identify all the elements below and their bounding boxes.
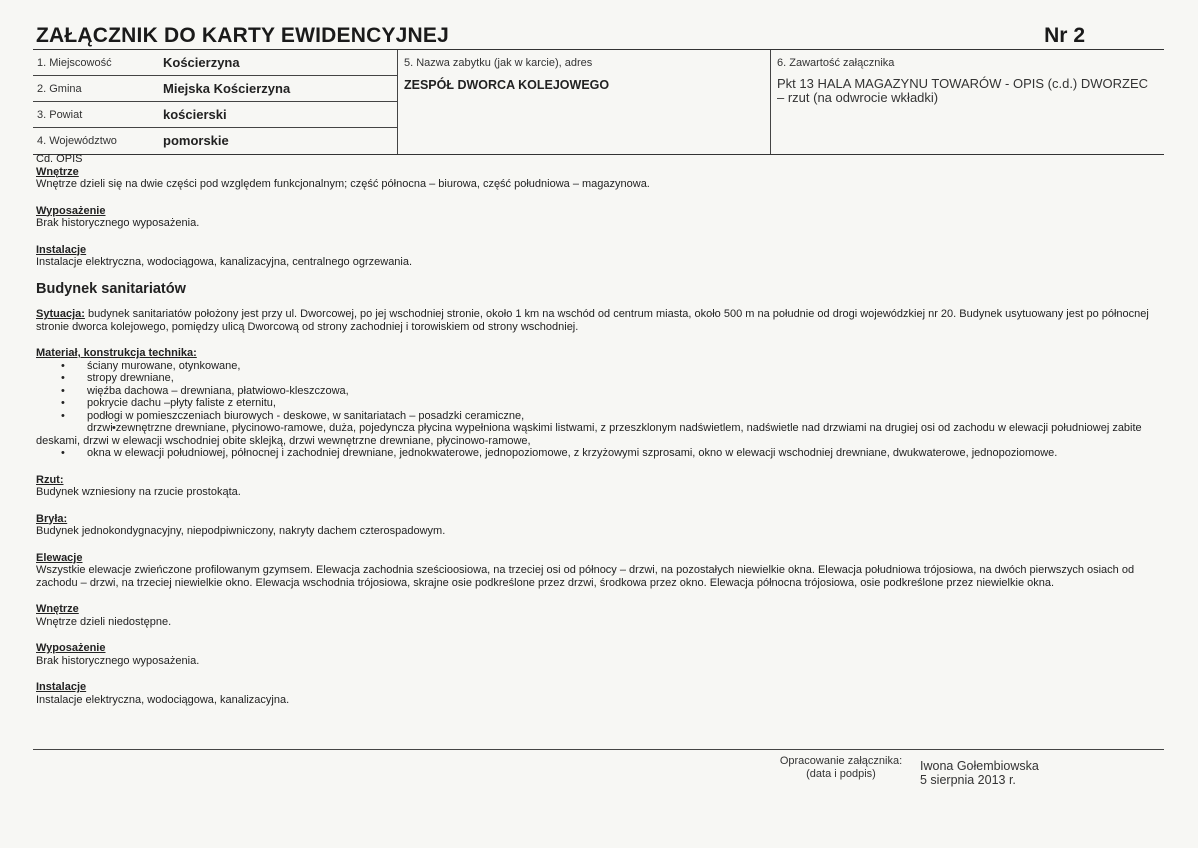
section-text: Wszystkie elewacje zwieńczone profilowanym gzymsem. Elewacja zachodnia sześcioosiowa, na trzeciej osi od północy – drzwi, na pozostałych niewielkie okna. Elewacja południowa trójosiowa, na dwóch pierwszych osiach od zachodu – drzwi, na trzeciej niewielkie okno. Elewacja wschodnia trójosiowa, skrajne osie podkreślone przez drzwi, środkowa przez okno. Elewacja północna trójosiowa, osie podkreślone przez niewielkie okna.	[36, 564, 1135, 589]
footer-divider	[33, 749, 1164, 750]
section-text: Brak historycznego wyposażenia.	[36, 217, 200, 229]
field-value: Kościerzyna	[163, 55, 240, 70]
section-heading: Instalacje	[36, 243, 87, 256]
list-item: • więźba dachowa – drewniana, płatwiowo-kleszczowa,	[36, 385, 1162, 398]
section-heading: Wyposażenie	[36, 204, 106, 217]
contents-cell	[770, 50, 1164, 154]
situation-paragraph	[36, 308, 1162, 333]
section-heading: Wnętrze	[36, 165, 79, 178]
attachment-number: Nr 2	[1044, 24, 1085, 47]
description-body	[36, 153, 1162, 706]
author-name: Iwona Gołembiowska	[920, 759, 1039, 773]
material-list	[36, 360, 1162, 460]
list-item: • pokrycie dachu –płyty faliste z eternitu,	[36, 397, 1162, 410]
author-block	[920, 759, 1039, 787]
section-heading: Materiał, konstrukcja technika:	[36, 347, 197, 359]
section-text: Budynek wzniesiony na rzucie prostokąta.	[36, 486, 241, 498]
field-row-town	[33, 50, 397, 76]
list-item: • stropy drewniane,	[36, 372, 1162, 385]
field-label: 4. Województwo	[37, 135, 117, 147]
prepared-label-line1: Opracowanie załącznika:	[779, 755, 903, 767]
list-item: • ściany murowane, otynkowane,	[36, 360, 1162, 373]
section-text: Budynek jednokondygnacyjny, niepodpiwniczony, nakryty dachem czterospadowym.	[36, 525, 446, 537]
section-heading: Bryła:	[36, 512, 68, 525]
section-text: budynek sanitariatów położony jest przy ul. Dworcowej, po jej wschodniej stronie, około 1 km na wschód od centrum miasta, około 500 m na południe od drogi wojewódzkiej nr 20. Budynek usytuowany jest po północnej stronie dworca kolejowego, pomiędzy ulicą Dworcową od strony zachodniej i torowiskiem od strony wschodniej.	[36, 308, 1149, 333]
continuation-label: Cd. OPIS	[36, 153, 83, 165]
list-item: • drzwi zewnętrzne drewniane, płycinowo-ramowe, duża, pojedyncza płycina wypełniona wąskimi listwami, z przeszklonym nadświetlem, nadświetle nad drzwiami na drugiej osi od zachodu w elewacji południowej zabite deskami, drzwi w elewacji wschodniej obite sklejką, drzwi wewnętrzne drewniane, płycinowo-ramowe,	[36, 422, 1162, 447]
list-item: • okna w elewacji południowej, północnej i zachodniej drewniane, jednokwaterowe, jednopoziomowe, z krzyżowymi szprosami, okno w elewacji wschodniej drewniane, dwukwaterowe, jednopoziomowe.	[36, 447, 1162, 460]
section-heading: Rzut:	[36, 473, 64, 486]
field-row-commune	[33, 76, 397, 102]
monument-name: ZESPÓŁ DWORCA KOLEJOWEGO	[404, 78, 610, 92]
prepared-label-line2: (data i podpis)	[806, 768, 876, 780]
contents-label: 6. Zawartość załącznika	[777, 57, 895, 69]
field-row-county	[33, 102, 397, 128]
contents-value: Pkt 13 HALA MAGAZYNU TOWARÓW - OPIS (c.d.) DWORZEC – rzut (na odwrocie wkładki)	[777, 76, 1149, 105]
section-heading: Sytuacja:	[36, 308, 85, 320]
field-row-voivodeship	[33, 128, 397, 153]
monument-cell	[397, 50, 771, 154]
section-heading: Instalacje	[36, 681, 87, 693]
field-label: 2. Gmina	[37, 83, 82, 95]
section-text: Brak historycznego wyposażenia.	[36, 654, 200, 667]
building-title: Budynek sanitariatów	[36, 280, 186, 297]
section-heading: Elewacje	[36, 551, 83, 564]
list-item: • podłogi w pomieszczeniach biurowych - deskowe, w sanitariatach – posadzki ceramiczne,	[36, 410, 1162, 423]
header-table	[33, 49, 1164, 155]
section-heading: Wnętrze	[36, 603, 79, 615]
monument-label: 5. Nazwa zabytku (jak w karcie), adres	[404, 57, 593, 69]
location-fields	[33, 50, 398, 154]
section-text: Instalacje elektryczna, wodociągowa, kanalizacyjna.	[36, 693, 290, 706]
field-value: pomorskie	[163, 133, 229, 148]
section-text: Wnętrze dzieli niedostępne.	[36, 615, 172, 628]
field-value: kościerski	[163, 107, 227, 122]
section-text: Instalacje elektryczna, wodociągowa, kanalizacyjna, centralnego ogrzewania.	[36, 256, 413, 268]
field-label: 1. Miejscowość	[37, 57, 112, 69]
section-text: Wnętrze dzieli się na dwie części pod względem funkcjonalnym; część północna – biurowa, część południowa – magazynowa.	[36, 178, 650, 190]
prepared-by-label	[773, 755, 909, 781]
prepared-date: 5 sierpnia 2013 r.	[920, 773, 1016, 787]
field-label: 3. Powiat	[37, 109, 83, 121]
section-heading: Wyposażenie	[36, 642, 106, 654]
field-value: Miejska Kościerzyna	[163, 81, 291, 96]
page-title: ZAŁĄCZNIK DO KARTY EWIDENCYJNEJ	[36, 24, 450, 47]
